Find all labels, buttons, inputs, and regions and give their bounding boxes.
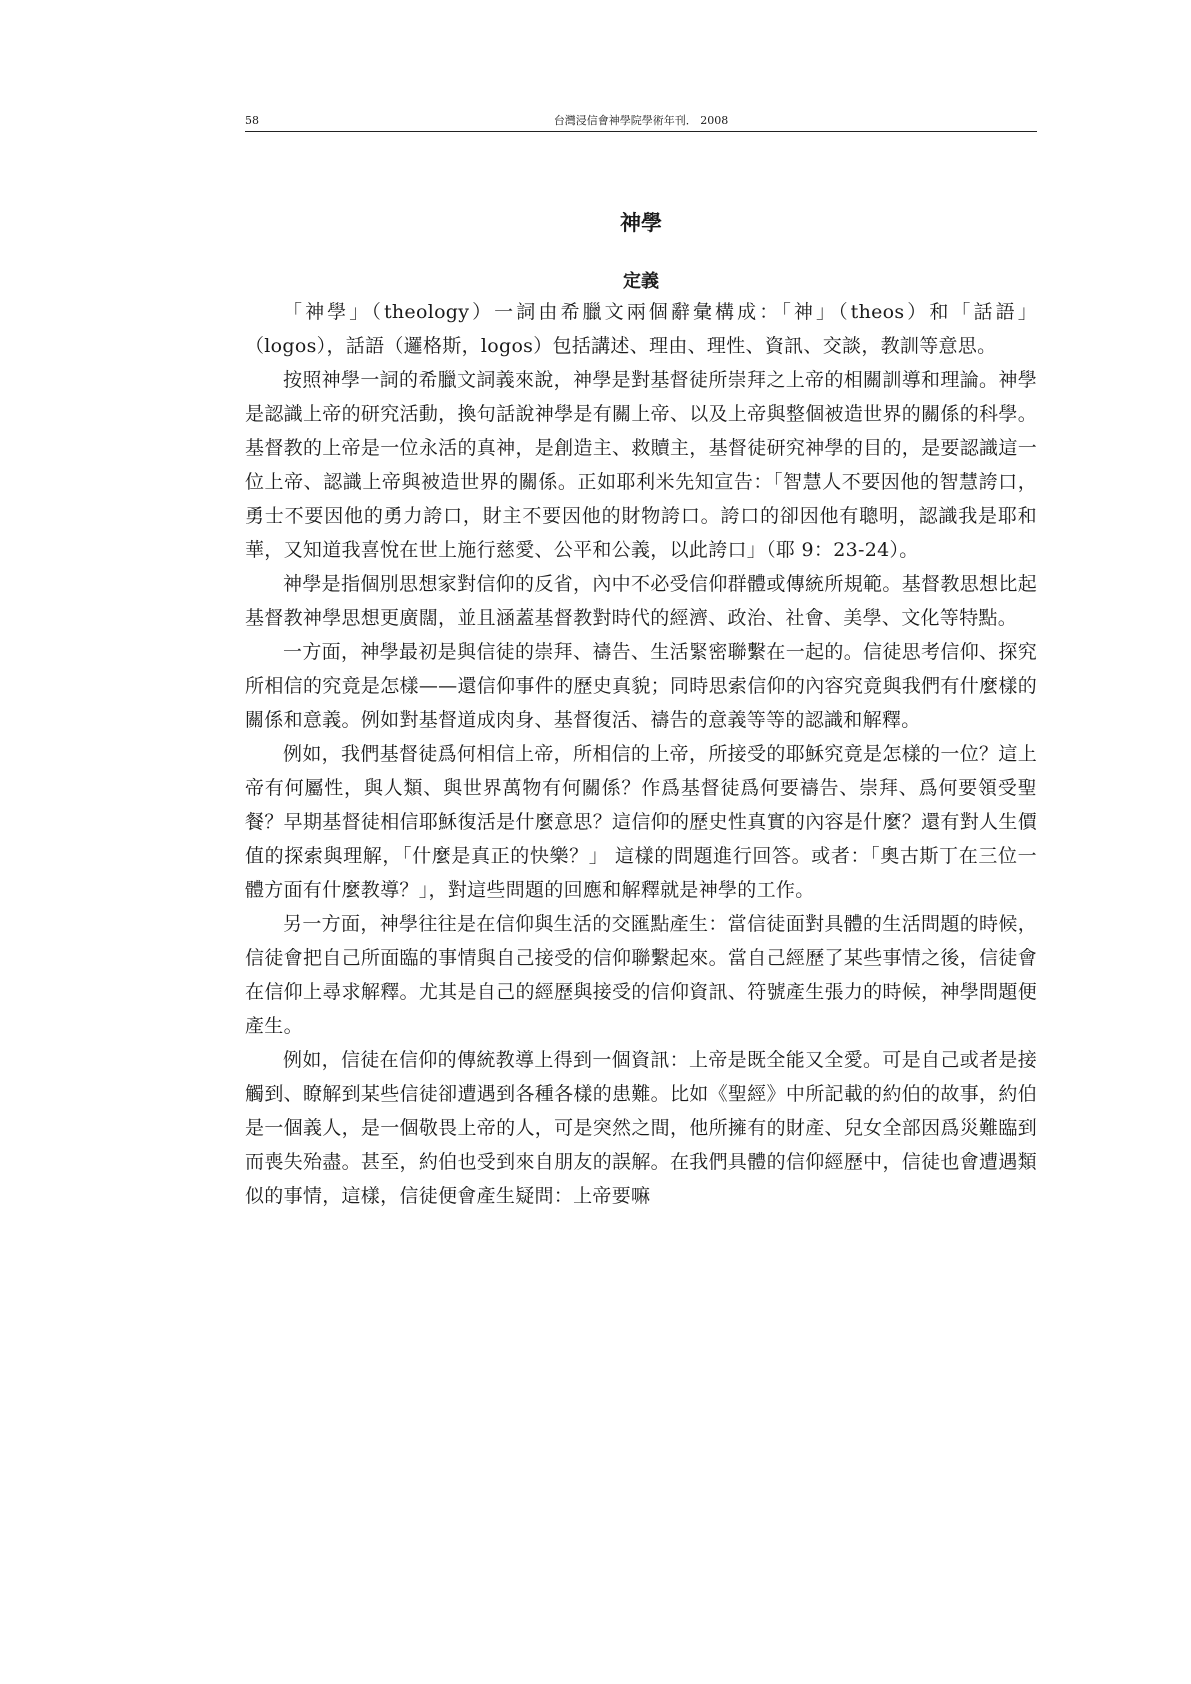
subsection-title: 定義 — [623, 271, 659, 292]
paragraph: 例如，我們基督徒爲何相信上帝，所相信的上帝，所接受的耶穌究竟是怎樣的一位？這上帝有何屬性，與人類、與世界萬物有何關係？作爲基督徒爲何要禱告、崇拜、爲何要領受聖餐？早期基督徒相信耶穌復活是什麼意思？這信仰的歷史性真實的內容是什麼？還有對人生價值的探索與理解，「什麼是真正的快樂？」 這樣的問題進行回答。或者：「奧古斯丁在三位一體方面有什麼教導？」，對這些問題的回應和解釋就是神學的工作。 — [245, 743, 1037, 901]
paragraph: 例如，信徒在信仰的傳統教導上得到一個資訊：上帝是既全能又全愛。可是自己或者是接觸到、瞭解到某些信徒卻遭遇到各種各樣的患難。比如《聖經》中所記載的約伯的故事，約伯是一個義人，是一個敬畏上帝的人，可是突然之間，他所擁有的財產、兒女全部因爲災難臨到而喪失殆盡。甚至，約伯也受到來自朋友的誤解。在我們具體的信仰經歷中，信徒也會遭遇類似的事情，這樣，信徒便會產生疑問：上帝要嘛 — [245, 1049, 1037, 1207]
paragraph: 一方面，神學最初是與信徒的崇拜、禱告、生活緊密聯繫在一起的。信徒思考信仰、探究所相信的究竟是怎樣——還信仰事件的歷史真貌；同時思索信仰的內容究竟與我們有什麼樣的關係和意義。例如對基督道成肉身、基督復活、禱告的意義等等的認識和解釋。 — [245, 641, 1037, 731]
body-text — [245, 295, 1037, 1213]
journal-title: 台灣浸信會神學院學術年刊． 2008 — [553, 114, 729, 127]
running-header — [245, 115, 1037, 132]
paragraph: 另一方面，神學往往是在信仰與生活的交匯點產生：當信徒面對具體的生活問題的時候，信徒會把自己所面臨的事情與自己接受的信仰聯繫起來。當自己經歷了某些事情之後，信徒會在信仰上尋求解釋。尤其是自己的經歷與接受的信仰資訊、符號產生張力的時候，神學問題便產生。 — [245, 913, 1037, 1037]
paragraph: 按照神學一詞的希臘文詞義來說，神學是對基督徒所崇拜之上帝的相關訓導和理論。神學是認識上帝的研究活動，換句話說神學是有關上帝、以及上帝與整個被造世界的關係的科學。基督教的上帝是一位永活的真神，是創造主、救贖主，基督徒研究神學的目的，是要認識這一位上帝、認識上帝與被造世界的關係。正如耶利米先知宣告：「智慧人不要因他的智慧誇口，勇士不要因他的勇力誇口，財主不要因他的財物誇口。誇口的卻因他有聰明，認識我是耶和華，又知道我喜悅在世上施行慈愛、公平和公義，以此誇口」（耶 9：23-24）。 — [245, 369, 1037, 561]
paragraph: 神學是指個別思想家對信仰的反省，內中不必受信仰群體或傳統所規範。基督教思想比起基督教神學思想更廣闊，並且涵蓋基督教對時代的經濟、政治、社會、美學、文化等特點。 — [245, 573, 1037, 629]
paragraph: 「神學」（theology）一詞由希臘文兩個辭彙構成：「神」（theos）和「話語」（logos），話語（邏格斯，logos）包括講述、理由、理性、資訊、交談，教訓等意思。 — [245, 301, 1037, 357]
section-title: 神學 — [620, 211, 662, 235]
page-number: 58 — [245, 114, 259, 127]
